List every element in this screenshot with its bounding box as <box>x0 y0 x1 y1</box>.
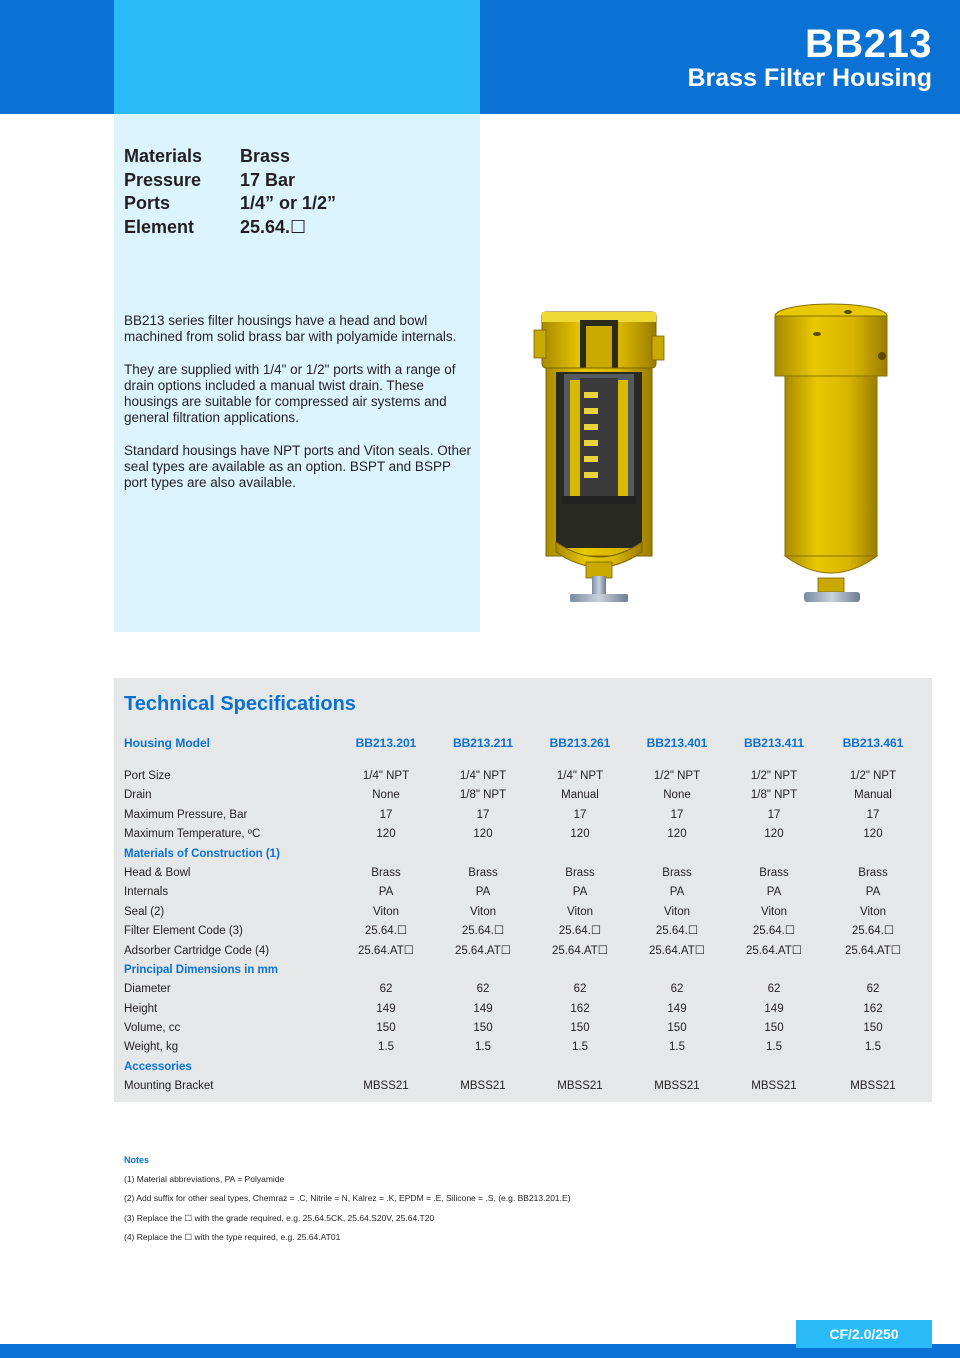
spec-cell: 62 <box>573 983 587 996</box>
model-column-header: BB213.461 <box>842 736 904 750</box>
spec-title: Technical Specifications <box>124 693 356 715</box>
spec-cell: PA <box>378 886 394 899</box>
spec-cell: PA <box>572 886 588 899</box>
model-column-header: BB213.411 <box>743 736 805 750</box>
key-spec-label: Ports <box>124 193 171 213</box>
spec-cell: 1/8" NPT <box>750 789 798 802</box>
spec-cell: 150 <box>570 1022 590 1035</box>
note-item: (4) Replace the ☐ with the type required, e.g. 25.64.AT01 <box>124 1232 341 1243</box>
spec-cell: 150 <box>667 1022 687 1035</box>
spec-cell: Manual <box>854 789 892 802</box>
spec-row-label: Maximum Pressure, Bar <box>124 808 248 821</box>
spec-cell: Viton <box>566 905 593 918</box>
spec-row <box>124 922 924 941</box>
spec-cell: 120 <box>863 828 883 841</box>
spec-cell: MBSS21 <box>557 1080 603 1093</box>
spec-cell: 25.64.☐ <box>851 925 895 938</box>
spec-cell: None <box>372 789 400 802</box>
spec-cell: 62 <box>767 983 781 996</box>
spec-cell: 1.5 <box>669 1041 685 1054</box>
spec-row-label: Volume, cc <box>124 1022 181 1035</box>
spec-cell: 149 <box>667 1002 687 1015</box>
spec-cell: Brass <box>468 866 498 879</box>
model-subtitle: Brass Filter Housing <box>687 64 932 92</box>
spec-cell: 1/4" NPT <box>459 770 507 782</box>
document-code: CF/2.0/250 <box>796 1320 932 1348</box>
key-spec-label: Element <box>124 216 195 237</box>
spec-cell: MBSS21 <box>460 1080 506 1093</box>
spec-cell: 25.64.☐ <box>461 925 505 938</box>
spec-row <box>124 942 924 961</box>
spec-cell: 25.64.☐ <box>558 925 602 938</box>
key-spec-value: 1/4” or 1/2” <box>240 193 337 213</box>
spec-row-label: Maximum Temperature, ºC <box>124 828 261 841</box>
spec-rows <box>124 767 924 1097</box>
spec-cell: 120 <box>376 828 396 841</box>
spec-row <box>124 1000 924 1019</box>
spec-cell: 1/2" NPT <box>750 770 798 782</box>
spec-cell: PA <box>865 886 881 899</box>
spec-cell: Manual <box>561 789 599 802</box>
spec-cell: Brass <box>662 866 692 879</box>
spec-table <box>124 732 924 1097</box>
spec-cell: 17 <box>379 808 393 821</box>
spec-gap <box>124 754 924 767</box>
spec-cell: MBSS21 <box>654 1080 700 1093</box>
spec-cell: 25.64.☐ <box>655 925 699 938</box>
product-images <box>520 290 940 620</box>
spec-cell: 150 <box>764 1022 784 1035</box>
model-column-header: BB213.401 <box>646 736 708 750</box>
spec-cell: MBSS21 <box>850 1080 896 1093</box>
spec-cell: 1.5 <box>766 1041 782 1054</box>
spec-cell: 25.64.AT☐ <box>454 944 512 957</box>
key-spec-row <box>124 193 336 217</box>
spec-cell: 149 <box>376 1002 396 1015</box>
spec-cell: Viton <box>859 905 886 918</box>
spec-section-row <box>124 1058 924 1077</box>
spec-row <box>124 1019 924 1038</box>
spec-row-label: Adsorber Cartridge Code (4) <box>124 944 270 957</box>
key-spec-label: Pressure <box>124 169 202 190</box>
spec-cell: Brass <box>565 866 595 879</box>
spec-cell: 25.64.AT☐ <box>551 944 609 957</box>
spec-cell: 149 <box>764 1002 784 1015</box>
spec-section-row <box>124 961 924 980</box>
spec-cell: 120 <box>570 828 590 841</box>
external-housing-image <box>775 304 887 602</box>
spec-cell: PA <box>669 886 685 899</box>
spec-cell: 1/2" NPT <box>849 770 897 782</box>
spec-cell: Brass <box>759 866 789 879</box>
spec-header-label: Housing Model <box>124 736 210 750</box>
spec-cell: 120 <box>473 828 493 841</box>
cutaway-housing-image <box>534 312 664 602</box>
spec-cell: 25.64.☐ <box>364 925 408 938</box>
spec-cell: 17 <box>767 808 781 821</box>
spec-cell: Viton <box>760 905 787 918</box>
key-spec-value: 17 Bar <box>240 169 296 190</box>
description-paragraph: Standard housings have NPT ports and Viton seals. Other seal types are available as an option. BSPT and BSPP port types are also available. <box>124 442 471 491</box>
model-column-header: BB213.261 <box>549 736 611 750</box>
description-paragraph: BB213 series filter housings have a head and bowl machined from solid brass bar with polyamide internals. <box>124 313 457 345</box>
spec-section-label: Materials of Construction (1) <box>124 847 280 860</box>
spec-cell: 25.64.AT☐ <box>844 944 902 957</box>
spec-row <box>124 864 924 883</box>
spec-cell: 17 <box>476 808 490 821</box>
spec-cell: 150 <box>473 1022 493 1035</box>
notes <box>124 1155 571 1251</box>
spec-section-label: Accessories <box>124 1060 192 1073</box>
spec-row-label: Internals <box>124 886 169 899</box>
note-item: (2) Add suffix for other seal types, Chemraz = .C, Nitrile = N, Kalrez = .K, EPDM = .E, Silicone = .S, (e.g. BB213.201.E) <box>124 1193 571 1204</box>
spec-row-label: Drain <box>124 789 152 802</box>
product-description <box>124 313 474 508</box>
spec-cell: Brass <box>371 866 401 879</box>
key-spec-row <box>124 146 336 170</box>
spec-row <box>124 980 924 999</box>
spec-row <box>124 883 924 902</box>
spec-cell: 150 <box>376 1022 396 1035</box>
spec-row-label: Seal (2) <box>124 905 165 918</box>
spec-cell: 1.5 <box>572 1041 588 1054</box>
spec-cell: 25.64.AT☐ <box>357 944 415 957</box>
model-column-header: BB213.201 <box>355 736 417 750</box>
spec-cell: 1/2" NPT <box>653 770 701 782</box>
spec-row <box>124 806 924 825</box>
spec-row-label: Diameter <box>124 983 171 996</box>
spec-cell: 120 <box>667 828 687 841</box>
spec-row-label: Head & Bowl <box>124 866 191 879</box>
model-column-header: BB213.211 <box>452 736 514 750</box>
spec-cell: 1.5 <box>378 1041 394 1054</box>
spec-cell: 17 <box>573 808 587 821</box>
spec-cell: 150 <box>863 1022 883 1035</box>
spec-cell: Viton <box>663 905 690 918</box>
spec-cell: 1.5 <box>865 1041 881 1054</box>
spec-row <box>124 767 924 786</box>
spec-row <box>124 903 924 922</box>
model-title: BB213 <box>804 22 932 66</box>
spec-cell: Viton <box>469 905 496 918</box>
spec-row-label: Weight, kg <box>124 1041 179 1054</box>
spec-row-label: Filter Element Code (3) <box>124 925 243 938</box>
key-specs <box>124 146 336 240</box>
spec-cell: 62 <box>476 983 490 996</box>
spec-row <box>124 825 924 844</box>
header-accent-block <box>114 0 480 114</box>
spec-row <box>124 1038 924 1057</box>
spec-cell: 17 <box>866 808 880 821</box>
spec-cell: None <box>663 789 691 802</box>
spec-section-label: Principal Dimensions in mm <box>124 963 279 976</box>
spec-cell: 25.64.☐ <box>752 925 796 938</box>
spec-row-label: Mounting Bracket <box>124 1080 214 1093</box>
spec-cell: 162 <box>863 1002 883 1015</box>
spec-cell: PA <box>766 886 782 899</box>
spec-cell: MBSS21 <box>363 1080 409 1093</box>
key-spec-row <box>124 170 336 194</box>
spec-cell: 1/8" NPT <box>459 789 507 802</box>
spec-cell: 17 <box>670 808 684 821</box>
spec-cell: 25.64.AT☐ <box>648 944 706 957</box>
spec-header-row <box>124 732 924 754</box>
spec-row <box>124 786 924 805</box>
spec-row-label: Port Size <box>124 770 171 782</box>
spec-cell: Viton <box>372 905 399 918</box>
spec-cell: 62 <box>866 983 880 996</box>
spec-cell: 149 <box>473 1002 493 1015</box>
spec-cell: 162 <box>570 1002 590 1015</box>
spec-cell: 120 <box>764 828 784 841</box>
note-item: (3) Replace the ☐ with the grade required, e.g. 25.64.5CK, 25.64.S20V, 25.64.T20 <box>124 1212 435 1223</box>
key-spec-value: 25.64.☐ <box>240 216 307 237</box>
key-spec-value: Brass <box>240 146 291 166</box>
spec-cell: MBSS21 <box>751 1080 797 1093</box>
notes-title: Notes <box>124 1155 150 1165</box>
spec-row-label: Height <box>124 1002 158 1015</box>
spec-cell: PA <box>475 886 491 899</box>
description-paragraph: They are supplied with 1/4" or 1/2" ports with a range of drain options included a manual twist drain. These housings are suitable for compressed air systems and general filtration applications. <box>124 361 456 426</box>
spec-cell: 1.5 <box>475 1041 491 1054</box>
spec-cell: 25.64.AT☐ <box>745 944 803 957</box>
key-spec-row <box>124 217 336 241</box>
note-item: (1) Material abbreviations, PA = Polyamide <box>124 1174 285 1184</box>
spec-cell: 62 <box>670 983 684 996</box>
spec-cell: 62 <box>379 983 393 996</box>
spec-row <box>124 1077 924 1096</box>
spec-section-row <box>124 845 924 864</box>
spec-cell: 1/4" NPT <box>362 770 410 782</box>
key-spec-label: Materials <box>124 146 203 166</box>
spec-cell: 1/4" NPT <box>556 770 604 782</box>
spec-cell: Brass <box>858 866 888 879</box>
